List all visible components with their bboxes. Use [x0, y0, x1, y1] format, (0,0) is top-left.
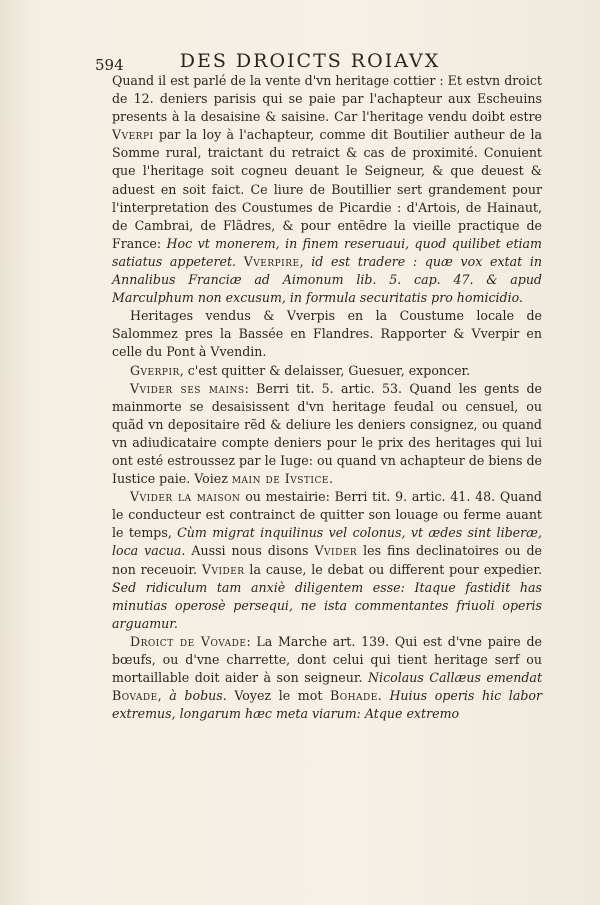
text-segment: , c'est quitter & delaisser, Guesuer, exponcer.	[179, 362, 471, 378]
text-segment: les fins declinatoires ou de non receuoir.	[112, 543, 542, 577]
text-segment: ,	[157, 688, 170, 704]
text-segment: ou mestairie: Berri tit. 9. artic. 41. 48. Quand le conducteur est contrainct de quitter son louage ou ferme auant le temps,	[112, 489, 542, 541]
paragraph	[112, 488, 542, 633]
text-segment: Heritages vendus & Vverpis en la Coustume locale de Salommez pres la Bassée en Flandres. Rapporter & Vverpir en celle du Pont à Vvendin.	[112, 308, 542, 360]
small-caps-term: Vverpi	[112, 127, 154, 143]
page-number: 594	[95, 56, 124, 74]
italic-latin-text: Sed ridiculum tam anxiè diligentem esse: Itaque fastidit has minutias operosè persequi, ne ista commentantes friuoli operis arguamur.	[112, 579, 542, 631]
italic-latin-text: Hoc vt monerem, in finem reseruaui, quod quilibet etiam satiatus appeteret.	[112, 235, 542, 269]
italic-latin-text: Cùm migrat inquilinus vel colonus, vt ædes sint liberæ, loca vacua.	[112, 525, 542, 559]
text-segment: la cause, le debat ou different pour expedier.	[244, 561, 542, 577]
small-caps-term: Gverpir	[130, 362, 180, 378]
italic-latin-text: id est tradere : quæ vox extat in Annalibus Franciæ ad Aimonum lib. 5. cap. 47. & apud Marculphum non excusum, in formula securitatis pro homicidio.	[112, 253, 542, 306]
small-caps-term: Vvider la maison	[130, 489, 241, 505]
paragraph	[112, 72, 542, 307]
small-caps-term: main de Ivstice	[231, 471, 329, 487]
small-caps-term: Vvider	[314, 543, 358, 559]
text-segment	[236, 254, 244, 269]
paragraph	[112, 633, 542, 723]
text-segment: par la loy à l'achapteur, comme dit Boutilier autheur de la Somme rural, traictant du retraict & cas de proximité. Conuient que l'heritage soit cogneu deuant le Seigneur, & que deuest & aduest en soit faict. Ce liure de Boutillier sert grandement pour l'interpretation des Coustumes de Picardie : d'Artois, de Hainaut, de Cambrai, de Flãdres, & pour entẽdre la vieille practique de France:	[112, 127, 542, 251]
paragraph	[112, 307, 542, 361]
small-caps-term: Droict de Vovade	[130, 633, 247, 649]
text-segment: .	[377, 688, 390, 704]
text-segment: Quand il est parlé de la vente d'vn heritage cottier : Et estvn droict de 12. deniers parisis qui se paie par l'achapteur aux Escheuins presents à la desaisine & saisine. Car l'heritage vendu doibt estre	[112, 73, 542, 125]
running-title: DES DROICTS ROIAVX	[179, 50, 441, 72]
small-caps-term: Bovade	[112, 688, 158, 704]
text-segment: : La Marche art. 139. Qui est d'vne paire de bœufs, ou d'vne charrette, dont celui qui tient heritage serf ou mortaillable doit aider à son seigneur.	[112, 633, 543, 686]
italic-latin-text: Nicolaus Callæus emendat	[368, 670, 542, 686]
text-segment: .	[328, 471, 333, 487]
small-caps-term: Vverpire	[243, 253, 300, 269]
text-segment: Voyez le mot	[226, 688, 331, 704]
italic-latin-text: à bobus.	[169, 688, 227, 704]
italic-latin-text: Huius operis hic labor extremus, longarum hæc meta viarum: Atque extremo	[112, 688, 543, 722]
body-text	[112, 72, 542, 723]
small-caps-term: Vvider	[201, 561, 245, 577]
small-caps-term: Vvider ses mains	[130, 380, 245, 396]
text-segment: : Berri tit. 5. artic. 53. Quand les gents de mainmorte se desaisissent d'vn heritage feudal ou censuel, ou quãd vn depositaire rẽd & deliure les deniers consignez, ou quand vn adiudicataire compte deniers pour le prix des heritages qui lui ont esté estroussez par le Iuge: ou quand vn achapteur de biens de Iustice paie. Voiez	[112, 380, 542, 487]
paragraph	[112, 380, 542, 489]
paragraph	[112, 362, 542, 380]
small-caps-term: Bohade	[330, 688, 378, 704]
text-segment: ,	[299, 253, 312, 269]
text-segment: Aussi nous disons	[185, 543, 315, 559]
